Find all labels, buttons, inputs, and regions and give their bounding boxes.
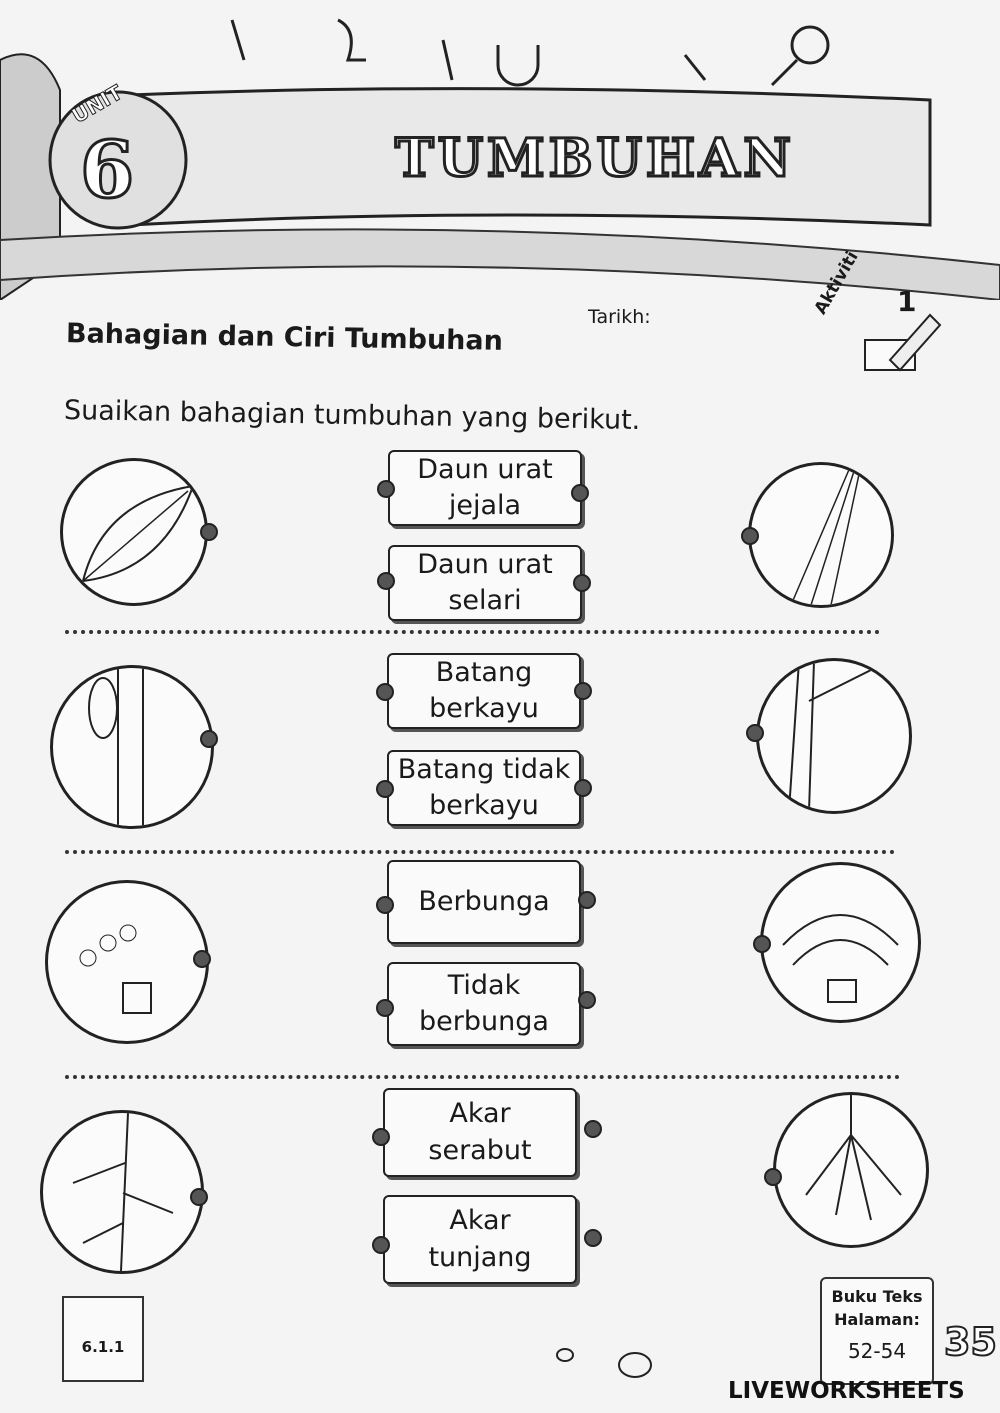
match-dot[interactable] [376, 896, 394, 914]
microscope-icon [338, 20, 366, 60]
unit-label: UNIT [67, 80, 127, 128]
dotted-separator [65, 630, 880, 634]
match-dot[interactable] [376, 999, 394, 1017]
papaya-stem-picture [50, 665, 214, 829]
match-dot[interactable] [372, 1236, 390, 1254]
option-box: Batang berkayu [387, 653, 581, 729]
skill-code: 6.1.1 [81, 1338, 125, 1356]
option-box: Batang tidak berkayu [387, 750, 581, 826]
match-dot[interactable] [571, 484, 589, 502]
match-dot[interactable] [584, 1120, 602, 1138]
magnifier-icon [792, 27, 828, 63]
magnet-icon [498, 45, 538, 85]
match-dot[interactable] [377, 480, 395, 498]
dotted-separator [65, 850, 895, 854]
match-dot[interactable] [376, 683, 394, 701]
skill-code-pad [62, 1296, 144, 1382]
fern-plant-picture [760, 862, 921, 1023]
option-box: Berbunga [387, 860, 581, 944]
option-box: Tidak berbunga [387, 962, 581, 1046]
page-number: 35 [944, 1320, 997, 1364]
match-dot[interactable] [764, 1168, 782, 1186]
option-box: Daun urat selari [388, 545, 582, 621]
test-tube-icon [232, 20, 244, 60]
match-dot[interactable] [372, 1128, 390, 1146]
match-dot[interactable] [190, 1188, 208, 1206]
match-dot[interactable] [200, 523, 218, 541]
match-dot[interactable] [573, 574, 591, 592]
textbook-reference [820, 1277, 934, 1385]
match-dot[interactable] [578, 891, 596, 909]
match-dot[interactable] [574, 779, 592, 797]
match-dot[interactable] [741, 527, 759, 545]
match-dot[interactable] [377, 572, 395, 590]
page-range: 52-54 [847, 1339, 907, 1363]
net-veined-leaf-picture [60, 458, 208, 606]
page-label: Halaman: [834, 1310, 920, 1329]
match-dot[interactable] [376, 780, 394, 798]
fibrous-root-picture [773, 1092, 929, 1248]
pipette-icon [443, 40, 452, 80]
pencil-icon [860, 300, 950, 380]
match-dot[interactable] [746, 724, 764, 742]
unit-number: 6 [80, 125, 135, 216]
match-dot[interactable] [578, 991, 596, 1009]
page-title: TUMBUHAN [395, 128, 795, 189]
instruction-text: Suaikan bahagian tumbuhan yang berikut. [63, 394, 641, 437]
activity-label: Aktiviti [810, 248, 863, 318]
textbook-label: Buku Teks [831, 1287, 923, 1306]
option-box: Daun urat jejala [388, 450, 582, 526]
parallel-veined-leaf-picture [748, 462, 894, 608]
option-box: Akar serabut [383, 1088, 577, 1177]
dropper-icon [685, 55, 705, 80]
activity-subtitle: Bahagian dan Ciri Tumbuhan [65, 318, 504, 357]
match-dot[interactable] [193, 950, 211, 968]
activity-number: 1 [897, 285, 917, 318]
orchid-flower-picture [45, 880, 209, 1044]
date-label: Tarikh: [588, 306, 651, 328]
watermark[interactable]: LIVEWORKSHEETS [728, 1378, 965, 1404]
match-dot[interactable] [584, 1229, 602, 1247]
tap-root-picture [40, 1110, 204, 1274]
mango-tree-stem-picture [756, 658, 912, 814]
bee-icon [550, 1325, 660, 1390]
match-dot[interactable] [200, 730, 218, 748]
option-box: Akar tunjang [383, 1195, 577, 1284]
dotted-separator [65, 1075, 900, 1079]
match-dot[interactable] [574, 682, 592, 700]
match-dot[interactable] [753, 935, 771, 953]
